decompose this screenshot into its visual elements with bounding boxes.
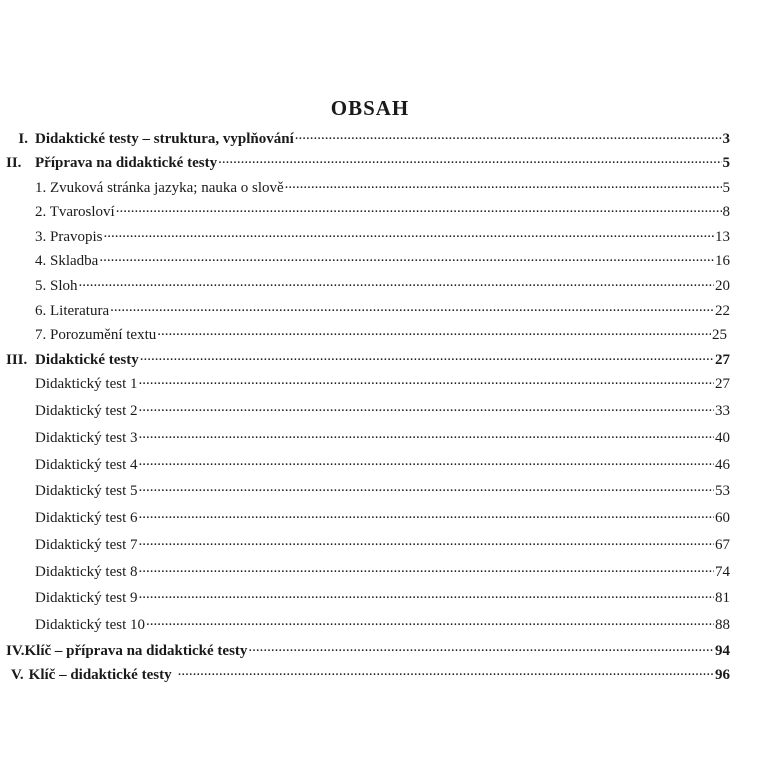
toc-entry-page: 8 xyxy=(722,204,730,220)
toc-entry-page: 53 xyxy=(715,483,730,499)
toc-entry-label: Didaktický test 9 xyxy=(35,590,138,606)
toc-entry-label: Klíč – příprava na didaktické testy xyxy=(24,643,248,659)
toc-entry-label: Didaktický test 6 xyxy=(35,510,138,526)
toc-entry[interactable] xyxy=(35,560,730,582)
toc-entry-number: III. xyxy=(6,352,28,368)
toc-entry[interactable] xyxy=(35,323,727,345)
toc-entry-page: 25 xyxy=(712,327,727,343)
toc-entry-page: 88 xyxy=(715,617,730,633)
toc-entry-label: Didaktický test 7 xyxy=(35,537,138,553)
toc-entry-page: 13 xyxy=(715,229,730,245)
toc-leader-dots xyxy=(138,426,714,442)
toc-leader-dots xyxy=(138,586,714,602)
toc-entry-page: 16 xyxy=(715,253,730,269)
toc-entry-label: Didaktické testy – struktura, vyplňování xyxy=(35,131,294,147)
toc-entry[interactable] xyxy=(35,453,730,475)
toc-entry[interactable] xyxy=(6,348,730,370)
toc-entry-label: Didaktický test 1 xyxy=(35,376,138,392)
toc-entry-label: Didaktický test 2 xyxy=(35,403,138,419)
toc-entry-number: II. xyxy=(6,155,22,171)
toc-leader-dots xyxy=(138,533,714,549)
toc-entry-page: 96 xyxy=(715,667,730,683)
toc-entry-label: 2. Tvarosloví xyxy=(35,204,115,220)
toc-entry-label: Klíč – didaktické testy xyxy=(28,667,172,683)
toc-entry-label: Didaktický test 5 xyxy=(35,483,138,499)
toc-leader-dots xyxy=(116,200,722,216)
toc-leader-dots xyxy=(104,225,715,241)
toc-entry-page: 67 xyxy=(715,537,730,553)
toc-entry[interactable] xyxy=(35,533,730,555)
toc-entry-label: 7. Porozumění textu xyxy=(35,327,157,343)
page-title: OBSAH xyxy=(330,96,410,120)
toc-entry[interactable] xyxy=(35,426,730,448)
toc-entry-label: Didaktický test 3 xyxy=(35,430,138,446)
toc-entry-label: Didaktický test 10 xyxy=(35,617,145,633)
toc-leader-dots xyxy=(110,299,714,315)
toc-entry-page: 20 xyxy=(715,278,730,294)
toc-entry-label: 4. Skladba xyxy=(35,253,99,269)
toc-entry-page: 22 xyxy=(715,303,730,319)
toc-entry-label: 1. Zvuková stránka jazyka; nauka o slově xyxy=(35,180,284,196)
toc-entry-label: Didaktický test 4 xyxy=(35,457,138,473)
toc-entry[interactable] xyxy=(35,249,730,271)
toc-leader-dots xyxy=(178,663,714,679)
toc-leader-dots xyxy=(138,372,714,388)
toc-leader-dots xyxy=(138,399,714,415)
toc-leader-dots xyxy=(295,127,722,143)
toc-entry-label: 6. Literatura xyxy=(35,303,110,319)
toc-leader-dots xyxy=(146,613,714,629)
toc-entry-label: 3. Pravopis xyxy=(35,229,103,245)
toc-entry-page: 27 xyxy=(715,352,730,368)
toc-entry-page: 27 xyxy=(715,376,730,392)
toc-leader-dots xyxy=(157,323,711,339)
toc-entry[interactable] xyxy=(35,586,730,608)
toc-entry-page: 74 xyxy=(715,564,730,580)
toc-entry[interactable] xyxy=(35,225,730,247)
toc-entry-number: V. xyxy=(11,667,24,683)
toc-entry-number: IV. xyxy=(6,643,25,659)
toc-leader-dots xyxy=(138,479,714,495)
toc-entry-label: 5. Sloh xyxy=(35,278,78,294)
toc-entry-page: 46 xyxy=(715,457,730,473)
toc-leader-dots xyxy=(248,639,714,655)
toc-entry[interactable] xyxy=(6,151,730,173)
toc-entry-page: 5 xyxy=(722,180,730,196)
toc-leader-dots xyxy=(138,560,714,576)
toc-leader-dots xyxy=(140,348,714,364)
toc-entry[interactable] xyxy=(35,299,730,321)
toc-entry-page: 5 xyxy=(722,155,730,171)
toc-entry-page: 3 xyxy=(722,131,730,147)
toc-entry-page: 40 xyxy=(715,430,730,446)
toc-entry[interactable] xyxy=(35,176,730,198)
toc-entry[interactable] xyxy=(35,372,730,394)
toc-entry-page: 94 xyxy=(715,643,730,659)
toc-entry[interactable] xyxy=(35,506,730,528)
toc-entry-page: 33 xyxy=(715,403,730,419)
toc-leader-dots xyxy=(99,249,714,265)
toc-entry[interactable] xyxy=(6,639,730,661)
toc-leader-dots xyxy=(285,176,722,192)
toc-entry[interactable] xyxy=(35,399,730,421)
toc-leader-dots xyxy=(79,274,714,290)
toc-entry[interactable] xyxy=(35,274,730,296)
toc-entry-label: Didaktické testy xyxy=(35,352,139,368)
toc-entry[interactable] xyxy=(10,127,730,149)
toc-entry[interactable] xyxy=(11,663,730,685)
toc-entry[interactable] xyxy=(35,613,730,635)
toc-leader-dots xyxy=(138,453,714,469)
toc-leader-dots xyxy=(138,506,714,522)
toc-entry[interactable] xyxy=(35,479,730,501)
toc-entry-page: 60 xyxy=(715,510,730,526)
toc-leader-dots xyxy=(218,151,721,167)
toc-entry[interactable] xyxy=(35,200,730,222)
toc-entry-label: Příprava na didaktické testy xyxy=(35,155,218,171)
toc-entry-number: I. xyxy=(18,131,28,147)
toc-entry-page: 81 xyxy=(715,590,730,606)
toc-entry-label: Didaktický test 8 xyxy=(35,564,138,580)
